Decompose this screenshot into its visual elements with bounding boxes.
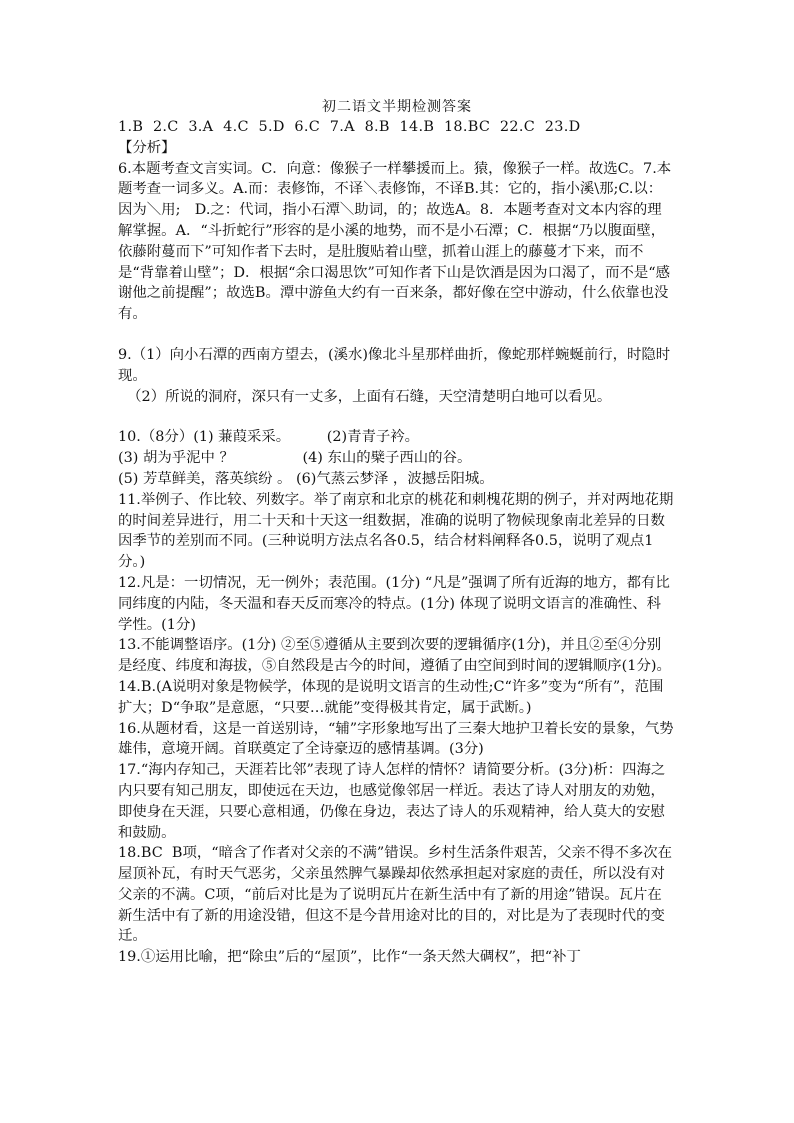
paragraph-10-a: 10.（8分）(1) 蒹葭采采。 (2)青青子衿。 xyxy=(118,429,420,446)
paragraph-10-c: (5) 芳草鲜美，落英缤纷 。 (6)气蒸云梦泽 ，波撼岳阳城。 xyxy=(118,470,494,487)
paragraph-13: 13.不能调整语序。(1分) ②至⑤遵循从主要到次要的逻辑循序(1分)，并且②至④分别是经度、纬度和海拔，⑤自然段是古今的时间，遵循了由空间到时间的逻辑顺序(1分)。 xyxy=(118,637,671,675)
spacer xyxy=(118,407,674,427)
paragraph-12: 12.凡是：一切情况，无一例外；表范围。(1分) “凡是”强调了所有近海的地方，都有比同纬度的内陆，冬天温和春天反而寒冷的特点。(1分) 体现了说明文语言的准确性、科学性。(1分) xyxy=(118,574,670,633)
page-title: 初二语文半期检测答案 xyxy=(322,99,472,115)
answer-content xyxy=(118,117,674,968)
paragraph-14: 14.B.(A说明对象是物候学，体现的是说明文语言的生动性;C“许多”变为“所有”，范围扩大；D“争取”是意愿，“只要…就能”变得极其肯定，属于武断。) xyxy=(118,678,664,716)
paragraph-11: 11.举例子、作比较、列数字。举了南京和北京的桃花和刺槐花期的例子，并对两地花期的时间差异进行，用二十天和十天这一组数据，准确的说明了物候现象南北差异的日数因季节的差别而不同。(三种说明方法点名各0.5，结合材料阐释各0.5，说明了观点1分。) xyxy=(118,491,674,571)
analysis-header: 【分析】 xyxy=(118,139,176,156)
paragraph-16: 16.从题材看，这是一首送别诗，“辅”字形象地写出了三秦大地护卫着长安的景象，气势雄伟，意境开阔。首联奠定了全诗豪迈的感情基调。(3分) xyxy=(118,720,674,758)
paragraph-9-2: （2）所说的洞府，深只有一丈多，上面有石缝，天空清楚明白地可以看见。 xyxy=(118,388,612,405)
paragraph-19: 19.①运用比喻，把“除虫”后的“屋顶”，比作“一条天然大碉权”，把“补丁 xyxy=(118,949,581,966)
paragraph-6-8: 6.本题考查文言实词。C．向意：像猴子一样攀援而上。猿，像猴子一样。故选C。7.本题考查一词多义。A.而：表修饰，不译＼表修饰，不译B.其：它的，指小溪\那;C.以：因为＼用; D.之：代词，指小石潭＼助词，的；故选A。8．本题考查对文本内容的理解掌握。A．“斗折蛇行”形容的是小溪的地势，而不是小石潭；C．根据“乃以腹面壁，依藤附蔓而下”可知作者下去时，是肚腹贴着山壁，抓着山涯上的藤蔓才下来，而不是“背靠着山壁”；D．根据“余口渴思饮”可知作者下山是饮酒是因为口渴了，而不是“感谢他之前提醒”；故选B。潭中游鱼大约有一百来条，都好像在空中游动，什么依靠也没有。 xyxy=(118,160,672,323)
paragraph-9-1: 9.（1）向小石潭的西南方望去，(溪水)像北斗星那样曲折，像蛇那样蜿蜒前行，时隐时现。 xyxy=(118,346,671,384)
answer-key-line: 1.B 2.C 3.A 4.C 5.D 6.C 7.A 8.B 14.B 18.BC 22.C 23.D xyxy=(118,119,581,135)
spacer xyxy=(118,325,674,345)
paragraph-17: 17.“海内存知己，天涯若比邻”表现了诗人怎样的情怀？请简要分析。(3分)析：四海之内只要有知己朋友，即使远在天边，也感觉像邻居一样近。表达了诗人对朋友的劝勉，即使身在天涯，只要心意相通，仍像在身边，表达了诗人的乐观精神，给人莫大的安慰和鼓励。 xyxy=(118,762,666,841)
paragraph-10-b: (3) 胡为乎泥中 ？ (4) 东山的檗子西山的谷。 xyxy=(118,450,472,467)
paragraph-18: 18.BC B项，“暗含了作者对父亲的不满”错误。乡村生活条件艰苦，父亲不得不多次在屋顶补瓦，有时天气恶劣，父亲虽然脾气暴躁却依然承担起对家庭的责任，所以没有对父亲的不满。C项，“前后对比是为了说明瓦片在新生活中有了新的用途”错误。瓦片在新生活中有了新的用途没错，但这不是今昔用途对比的目的，对比是为了表现时代的变迁。 xyxy=(118,845,673,945)
